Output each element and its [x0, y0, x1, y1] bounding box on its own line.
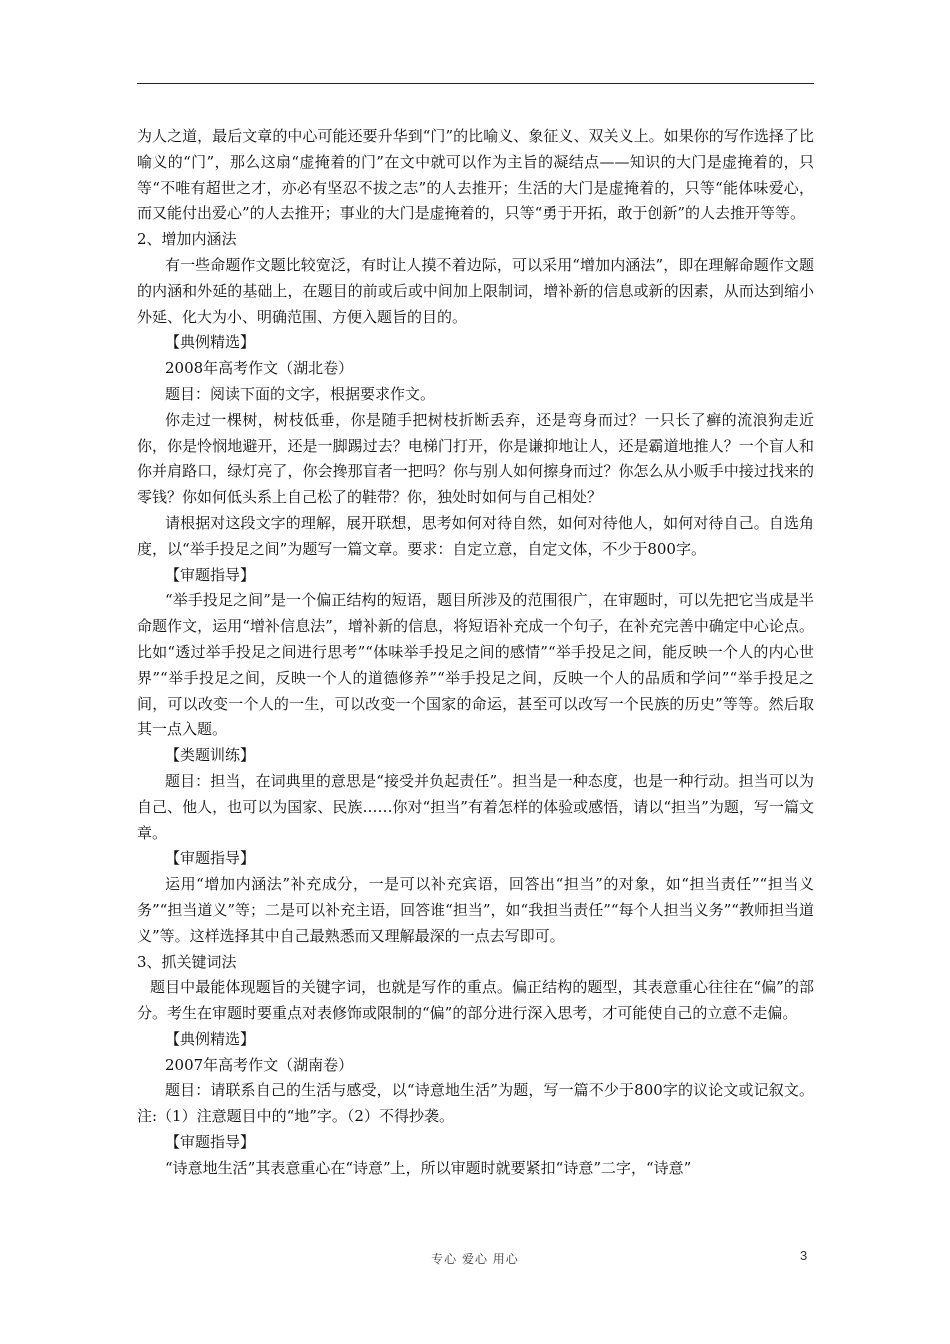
paragraph-13: 运用“增加内涵法”补充成分，一是可以补充宾语，回答出“担当”的对象，如“担当责任”“担当义务”“担当道义”等；二是可以补充主语，回答谁“担当”，如“我担当责任”“每个人担当义务”“教师担当道义”等。这样选择其中自己最熟悉而又理解最深的一点去写即可。 [137, 875, 814, 945]
label-review-guidance-3: 【审题指导】 [165, 1133, 256, 1152]
label-example-selection-2: 【典例精选】 [165, 1029, 256, 1048]
label-review-guidance-2: 【审题指导】 [165, 849, 256, 868]
paragraph-15: 题目中最能体现题旨的关键字词，也就是写作的重点。偏正结构的题型，其表意重心往往在“偏”的部分。考生在审题时要重点对表修饰或限制的“偏”的部分进行深入思考，才可能使自己的立意不走偏。 [137, 978, 814, 1023]
label-example-selection: 【典例精选】 [165, 333, 256, 352]
paragraph-20: “诗意地生活”其表意重心在“诗意”上，所以审题时就要紧扣“诗意”二字，“诗意” [165, 1158, 692, 1177]
paragraph-0: 为人之道，最后文章的中心可能还要升华到“门”的比喻义、象征义、双关义上。如果你的写作选择了比喻义的“门”，那么这扇“虚掩着的门”在文中就可以作为主旨的凝结点——知识的大门是虚掩着的，只等“不唯有超世之才，亦必有坚忍不拔之志”的人去推开；生活的大门是虚掩着的，只等“能体味爱心，而又能付出爱心”的人去推开；事业的大门是虚掩着的，只等“勇于开拓，敢于创新”的人去推开等等。 [137, 127, 814, 223]
paragraph-18: 题目：请联系自己的生活与感受，以“诗意地生活”为题，写一篇不少于800字的议论文或记叙文。注:（1）注意题目中的“地”字。（2）不得抄袭。 [137, 1081, 814, 1126]
header-rule [137, 83, 814, 84]
footer-slogan: 专心 爱心 用心 [431, 1252, 519, 1266]
paragraph-9: “举手投足之间”是一个偏正结构的短语，题目所涉及的范围很广，在审题时，可以先把它当成是半命题作文，运用“增补信息法”，增补新的信息，将短语补充成一个句子，在补充完善中确定中心论点。比如“透过举手投足之间进行思考”“体味举手投足之间的感情”“举手投足之间，能反映一个人的内心世界”“举手投足之间，反映一个人的道德修养”“举手投足之间，反映一个人的品质和学问”“举手投足之间，可以改变一个人的一生，可以改变一个国家的命运，甚至可以改写一个民族的历史”等等。然后取其一点入题。 [137, 591, 814, 739]
section-heading-3: 3、抓关键词法 [137, 952, 237, 971]
prompt-line: 题目：阅读下面的文字，根据要求作文。 [165, 384, 436, 403]
paragraph-7: 请根据对这段文字的理解，展开联想，思考如何对待自然，如何对待他人，如何对待自己。自选角度，以“举手投足之间”为题写一篇文章。要求：自定立意，自定文体，不少于800字。 [137, 513, 814, 558]
label-similar-practice: 【类题训练】 [165, 746, 256, 765]
exam-title-2008: 2008年高考作文（湖北卷） [165, 359, 354, 378]
document-body [137, 124, 814, 1182]
paragraph-2: 有一些命题作文题比较宽泛，有时让人摸不着边际，可以采用“增加内涵法”，即在理解命题作文题的内涵和外延的基础上，在题目的前或后或中间加上限制词，增补新的信息或新的因素，从而达到缩小外延、化大为小、明确范围、方便入题旨的目的。 [137, 255, 814, 326]
section-heading-2: 2、增加内涵法 [137, 230, 237, 249]
exam-title-2007: 2007年高考作文（湖南卷） [165, 1055, 354, 1074]
label-review-guidance: 【审题指导】 [165, 565, 256, 584]
paragraph-11: 题目：担当，在词典里的意思是“接受并负起责任”。担当是一种态度，也是一种行动。担当可以为自己、他人，也可以为国家、民族……你对“担当”有着怎样的体验或感悟，请以“担当”为题，写一篇文章。 [137, 771, 814, 842]
page-number: 3 [800, 1248, 808, 1263]
paragraph-6: 你走过一棵树，树枝低垂，你是随手把树枝折断丢弃，还是弯身而过？一只长了癣的流浪狗走近你，你是怜悯地避开，还是一脚踢过去？电梯门打开，你是谦抑地让人，还是霸道地推人？一个盲人和你并肩路口，绿灯亮了，你会搀那盲者一把吗？你与别人如何擦身而过？你怎么从小贩手中接过找来的零钱？你如何低头系上自己松了的鞋带？你，独处时如何与自己相处？ [137, 410, 814, 507]
